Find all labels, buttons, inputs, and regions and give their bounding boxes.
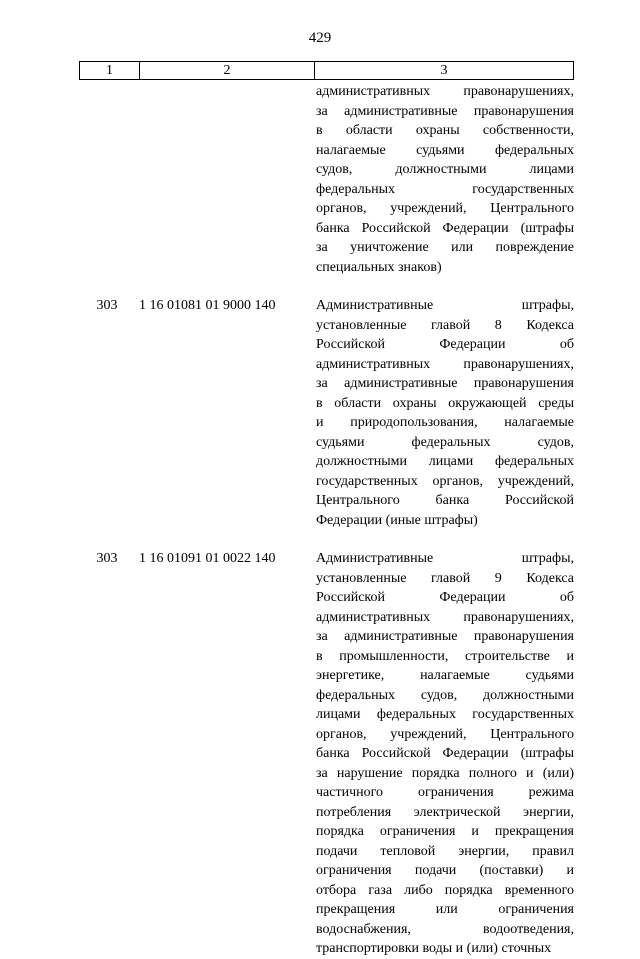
description-line: установленные главой 8 Кодекса <box>316 317 574 333</box>
classification-code-cell <box>139 82 316 277</box>
description-line: за уничтожение или повреждение <box>316 240 574 255</box>
description-line: налагаемые судьями федеральных <box>316 142 574 158</box>
description-line: административных правонарушениях, <box>316 356 574 372</box>
description-line: ограничения подачи (поставки) и <box>316 863 574 878</box>
description-line: федеральных государственных <box>316 181 574 197</box>
description-line: установленные главой 9 Кодекса <box>316 570 574 586</box>
description-line: органов, учреждений, Центрального <box>316 726 574 742</box>
description-line: лицами федеральных государственных <box>316 707 574 722</box>
description-line: в промышленности, строительстве и <box>316 648 574 664</box>
description-line: Административные штрафы, <box>316 298 574 313</box>
row-number-cell <box>79 82 139 277</box>
description-line: отбора газа либо порядка временного <box>316 882 574 898</box>
description-cell <box>316 296 574 530</box>
page-number: 429 <box>308 30 332 46</box>
description-line: за административные правонарушения <box>316 629 574 644</box>
description-line: банка Российской Федерации (штрафы <box>316 220 574 236</box>
description-line: за административные правонарушения <box>316 103 574 119</box>
description-line: и природопользования, налагаемые <box>316 415 574 430</box>
column-header-1: 1 <box>80 62 140 79</box>
description-line: в области охраны собственности, <box>316 123 574 138</box>
description-line: порядка ограничения и прекращения <box>316 824 574 839</box>
description-line: Административные штрафы, <box>316 551 574 566</box>
description-line: федеральных судов, должностными <box>316 687 574 703</box>
description-line: органов, учреждений, Центрального <box>316 201 574 216</box>
description-line: специальных знаков) <box>316 259 442 275</box>
row-number-cell: 303 <box>96 551 118 566</box>
column-header-3: 3 <box>440 63 448 78</box>
description-line: судьями федеральных судов, <box>316 434 574 450</box>
description-line: частичного ограничения режима <box>316 785 574 800</box>
table-header-row <box>79 61 574 80</box>
description-line: Центрального банка Российской <box>316 493 574 508</box>
description-line: Российской Федерации об <box>316 590 574 605</box>
table-row <box>79 82 574 277</box>
description-line: должностными лицами федеральных <box>316 454 574 469</box>
table-row <box>79 296 574 530</box>
row-number-cell: 303 <box>96 298 118 313</box>
classification-code-cell: 1 16 01091 01 0022 140 <box>139 551 276 566</box>
description-line: за нарушение порядка полного и (или) <box>316 765 574 781</box>
description-line: Российской Федерации об <box>316 337 574 352</box>
description-line: подачи тепловой энергии, правил <box>316 843 574 859</box>
description-cell <box>316 82 574 277</box>
description-line: государственных органов, учреждений, <box>316 473 574 489</box>
description-line: судов, должностными лицами <box>316 162 574 177</box>
description-line: потребления электрической энергии, <box>316 804 574 820</box>
description-line: Федерации (иные штрафы) <box>316 512 478 528</box>
column-header-2: 2 <box>140 62 315 79</box>
description-line: энергетике, налагаемые судьями <box>316 668 574 683</box>
description-line: административных правонарушениях, <box>316 84 574 99</box>
description-line: в области охраны окружающей среды <box>316 395 574 411</box>
description-line: транспортировки воды и (или) сточных <box>316 941 552 956</box>
description-line: водоснабжения, водоотведения, <box>316 921 574 937</box>
description-line: за административные правонарушения <box>316 376 574 391</box>
classification-code-cell: 1 16 01081 01 9000 140 <box>139 298 276 313</box>
description-cell <box>316 549 574 959</box>
table-row <box>79 549 574 959</box>
description-line: административных правонарушениях, <box>316 609 574 625</box>
description-line: банка Российской Федерации (штрафы <box>316 746 574 761</box>
description-line: прекращения или ограничения <box>316 902 574 917</box>
table-body <box>79 82 574 959</box>
